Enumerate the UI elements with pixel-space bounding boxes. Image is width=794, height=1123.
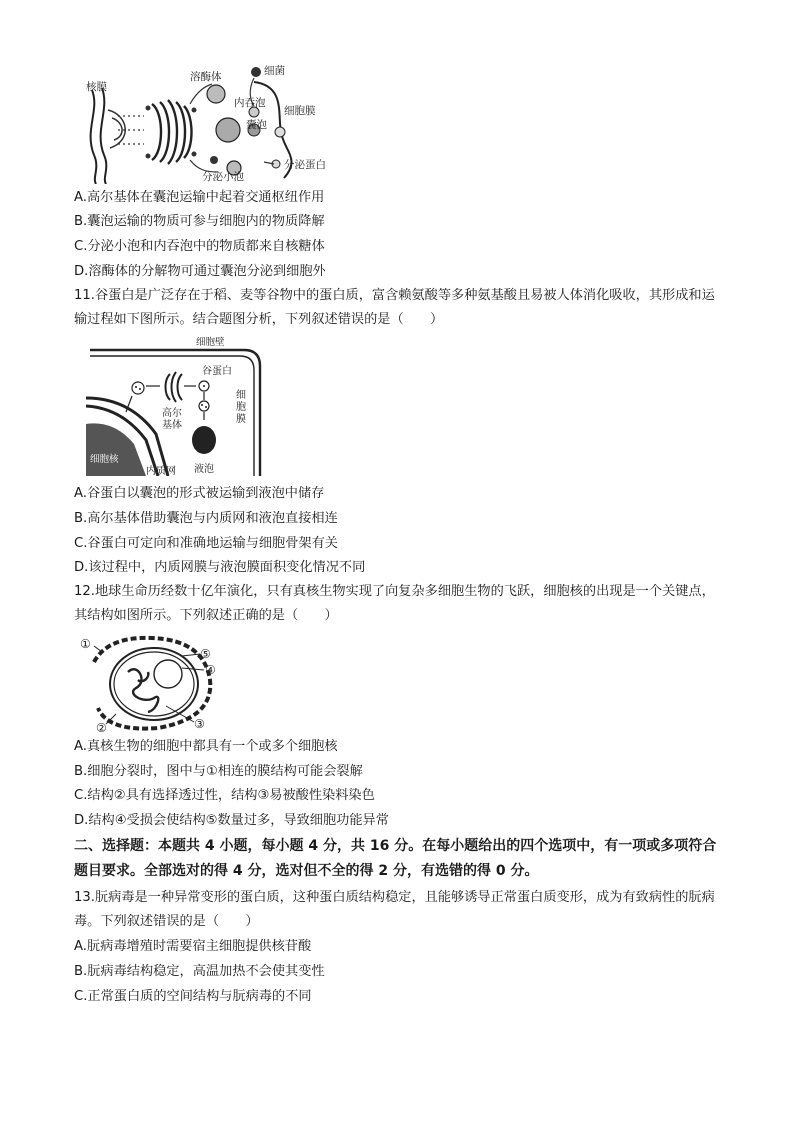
marker-1: ① xyxy=(80,637,91,651)
label-vesicle: 囊泡 xyxy=(246,119,267,131)
label-cell-wall: 细胞壁 xyxy=(196,337,225,348)
bacteria xyxy=(251,67,261,77)
lysosome xyxy=(207,85,225,103)
marker-3: ③ xyxy=(194,717,205,731)
q10-option-b: B.囊泡运输的物质可参与细胞内的物质降解 xyxy=(74,214,325,229)
label-secretory-vesicle: 分泌小泡 xyxy=(202,171,244,183)
label-membrane-2: 胞 xyxy=(236,402,246,413)
vesicle-transport-figure xyxy=(78,60,340,184)
label-secreted-protein: 分泌蛋白 xyxy=(284,159,326,171)
q10-option-a: A.高尔基体在囊泡运输中起着交通枢纽作用 xyxy=(74,190,325,205)
golgi-apparatus xyxy=(152,100,192,164)
q11-stem: 11.谷蛋白是广泛存在于稻、麦等谷物中的蛋白质，富含赖氨酸等多种氨基酸且易被人体消化吸收，其形成和运输过程如下图所示。结合题图分析，下列叙述错误的是（ ） xyxy=(74,288,715,327)
label-nuclear-membrane: 核膜 xyxy=(86,81,107,93)
label-bacteria: 细菌 xyxy=(264,65,285,77)
q12-option-b: B.细胞分裂时，图中与①相连的膜结构可能会裂解 xyxy=(74,764,363,779)
q13-option-c: C.正常蛋白质的空间结构与朊病毒的不同 xyxy=(74,989,312,1004)
q11-option-c: C.谷蛋白可定向和准确地运输与细胞骨架有关 xyxy=(74,536,338,551)
nucleolus xyxy=(154,660,182,688)
label-vacuole: 液泡 xyxy=(194,464,214,475)
q10-option-d: D.溶酶体的分解物可通过囊泡分泌到细胞外 xyxy=(74,264,326,279)
marker-5: ⑤ xyxy=(200,647,211,661)
vacuole xyxy=(192,426,216,454)
label-endocytic-vesicle: 内吞泡 xyxy=(234,97,266,109)
nuclear-membrane-inner xyxy=(101,88,107,184)
label-golgi-2: 基体 xyxy=(162,420,182,431)
q13-stem: 13.朊病毒是一种异常变形的蛋白质，这种蛋白质结构稳定，且能够诱导正常蛋白质变形，成为有致病性的朊病毒。下列叙述错误的是（ ） xyxy=(74,890,715,929)
label-cell-membrane: 细胞膜 xyxy=(284,105,316,117)
label-nucleus: 细胞核 xyxy=(90,454,119,465)
q12-stem: 12.地球生命历经数十亿年演化，只有真核生物实现了向复杂多细胞生物的飞跃，细胞核的出现是一个关键点，其结构如图所示。下列叙述正确的是（ ） xyxy=(74,584,715,623)
q10-option-c: C.分泌小泡和内吞泡中的物质都来自核糖体 xyxy=(74,239,325,254)
q11-option-d: D.该过程中，内质网膜与液泡膜面积变化情况不同 xyxy=(74,560,366,575)
section-2-header: 二、选择题：本题共 4 小题，每小题 4 分，共 16 分。在每小题给出的四个选项中，有一项或多项符合题目要求。全部选对的得 4 分，选对但不全的得 2 分，有选错的得 0 分。 xyxy=(74,838,717,879)
q13-option-b: B.朊病毒结构稳定，高温加热不会使其变性 xyxy=(74,964,325,979)
q12-option-d: D.结构④受损会使结构⑤数量过多，导致细胞功能异常 xyxy=(74,813,389,828)
label-glutenin: 谷蛋白 xyxy=(202,366,232,377)
label-golgi-1: 高尔 xyxy=(162,408,182,419)
q12-option-a: A.真核生物的细胞中都具有一个或多个细胞核 xyxy=(74,739,338,754)
label-membrane-3: 膜 xyxy=(236,414,246,425)
glutenin-transport-figure xyxy=(86,336,266,476)
label-membrane-1: 细 xyxy=(236,390,246,401)
nucleus-structure-figure xyxy=(78,632,228,736)
label-er: 内质网 xyxy=(146,466,176,476)
golgi xyxy=(166,372,183,402)
nuclear-membrane-outer xyxy=(91,90,97,184)
q13-option-a: A.朊病毒增殖时需要宿主细胞提供核苷酸 xyxy=(74,939,312,954)
q11-option-a: A.谷蛋白以囊泡的形式被运输到液泡中储存 xyxy=(74,486,325,501)
marker-2: ② xyxy=(96,721,107,735)
vesicle-large xyxy=(216,118,240,142)
marker-4: ④ xyxy=(205,663,216,677)
q11-option-b: B.高尔基体借助囊泡与内质网和液泡直接相连 xyxy=(74,511,338,526)
label-lysosome: 溶酶体 xyxy=(190,71,222,83)
q12-option-c: C.结构②具有选择透过性，结构③易被酸性染料染色 xyxy=(74,788,375,803)
